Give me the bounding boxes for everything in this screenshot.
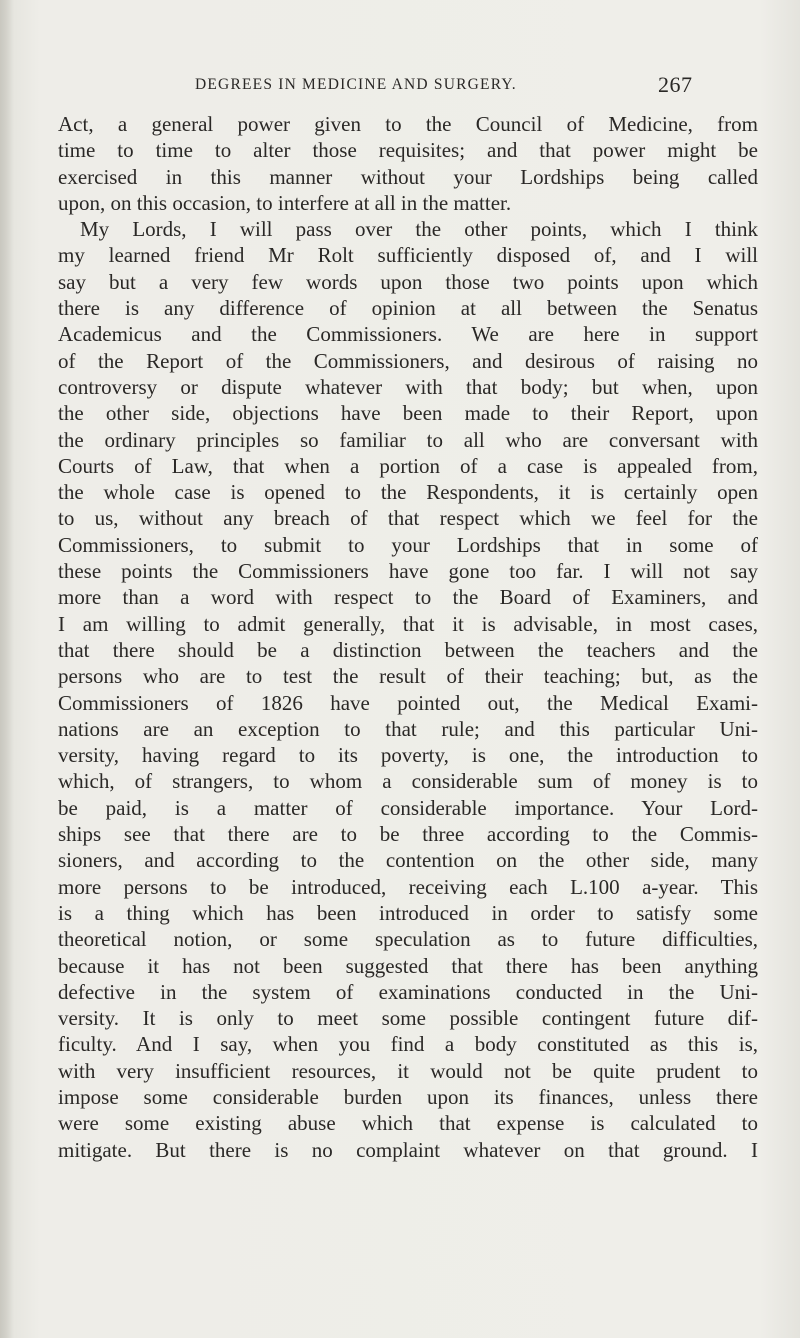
text-line: the ordinary principles so familiar to all who are conversant with xyxy=(58,427,758,452)
text-line: I am willing to admit generally, that it is advisable, in most cases, xyxy=(58,611,758,636)
running-head xyxy=(195,72,795,102)
text-line: these points the Commissioners have gone too far. I will not say xyxy=(58,559,758,584)
text-line: to us, without any breach of that respect which we feel for the xyxy=(58,506,758,531)
text-line: nations are an exception to that rule; and this particular Uni- xyxy=(58,716,758,741)
text-line: is a thing which has been introduced in order to satisfy some xyxy=(58,900,758,925)
text-line: ships see that there are to be three according to the Commis- xyxy=(58,822,758,847)
text-line: theoretical notion, or some speculation as to future difficulties, xyxy=(58,927,758,952)
text-line: upon, on this occasion, to interfere at all in the matter. xyxy=(58,190,512,215)
text-line: persons who are to test the result of their teaching; but, as the xyxy=(58,664,758,689)
text-line: the other side, objections have been made to their Report, upon xyxy=(58,401,758,426)
text-line: Courts of Law, that when a portion of a case is appealed from, xyxy=(58,453,758,478)
text-line: which, of strangers, to whom a considerable sum of money is to xyxy=(58,769,758,794)
text-line: impose some considerable burden upon its finances, unless there xyxy=(58,1084,758,1109)
text-line: ficulty. And I say, when you find a body constituted as this is, xyxy=(58,1032,758,1057)
text-line: there is any difference of opinion at all between the Senatus xyxy=(58,296,758,321)
text-line: that there should be a distinction between the teachers and the xyxy=(58,637,758,662)
text-line: exercised in this manner without your Lordships being called xyxy=(58,164,758,189)
text-line: of the Report of the Commissioners, and desirous of raising no xyxy=(58,348,758,373)
text-line: with very insufficient resources, it would not be quite prudent to xyxy=(58,1058,758,1083)
text-line: more persons to be introduced, receiving each L.100 a-year. This xyxy=(58,874,758,899)
text-line: Act, a general power given to the Council of Medicine, from xyxy=(58,112,758,136)
text-line: time to time to alter those requisites; and that power might be xyxy=(58,138,758,163)
text-line: versity. It is only to meet some possible contingent future dif- xyxy=(58,1006,758,1031)
text-line: sioners, and according to the contention on the other side, many xyxy=(58,848,758,873)
text-line: more than a word with respect to the Board of Examiners, and xyxy=(58,585,758,610)
running-title: DEGREES IN MEDICINE AND SURGERY. xyxy=(195,76,517,93)
text-line: controversy or dispute whatever with that body; but when, upon xyxy=(58,374,758,399)
text-line: my learned friend Mr Rolt sufficiently disposed of, and I will xyxy=(58,243,758,268)
binding-shadow xyxy=(0,0,14,1338)
text-line: versity, having regard to its poverty, is one, the introduction to xyxy=(58,743,758,768)
text-line: say but a very few words upon those two points upon which xyxy=(58,269,758,294)
text-line: defective in the system of examinations conducted in the Uni- xyxy=(58,979,758,1004)
text-line: Commissioners of 1826 have pointed out, the Medical Exami- xyxy=(58,690,758,715)
text-line: Commissioners, to submit to your Lordships that in some of xyxy=(58,532,758,557)
page-number: 267 xyxy=(658,72,693,97)
text-line: were some existing abuse which that expense is calculated to xyxy=(58,1111,758,1136)
text-line: Academicus and the Commissioners. We are here in support xyxy=(58,322,758,347)
text-line: the whole case is opened to the Respondents, it is certainly open xyxy=(58,480,758,505)
text-line: mitigate. But there is no complaint whatever on that ground. I xyxy=(58,1137,758,1162)
text-line: My Lords, I will pass over the other points, which I think xyxy=(80,217,758,242)
text-line: because it has not been suggested that there has been anything xyxy=(58,953,758,978)
body-text xyxy=(58,111,758,1163)
text-line: be paid, is a matter of considerable importance. Your Lord- xyxy=(58,795,758,820)
